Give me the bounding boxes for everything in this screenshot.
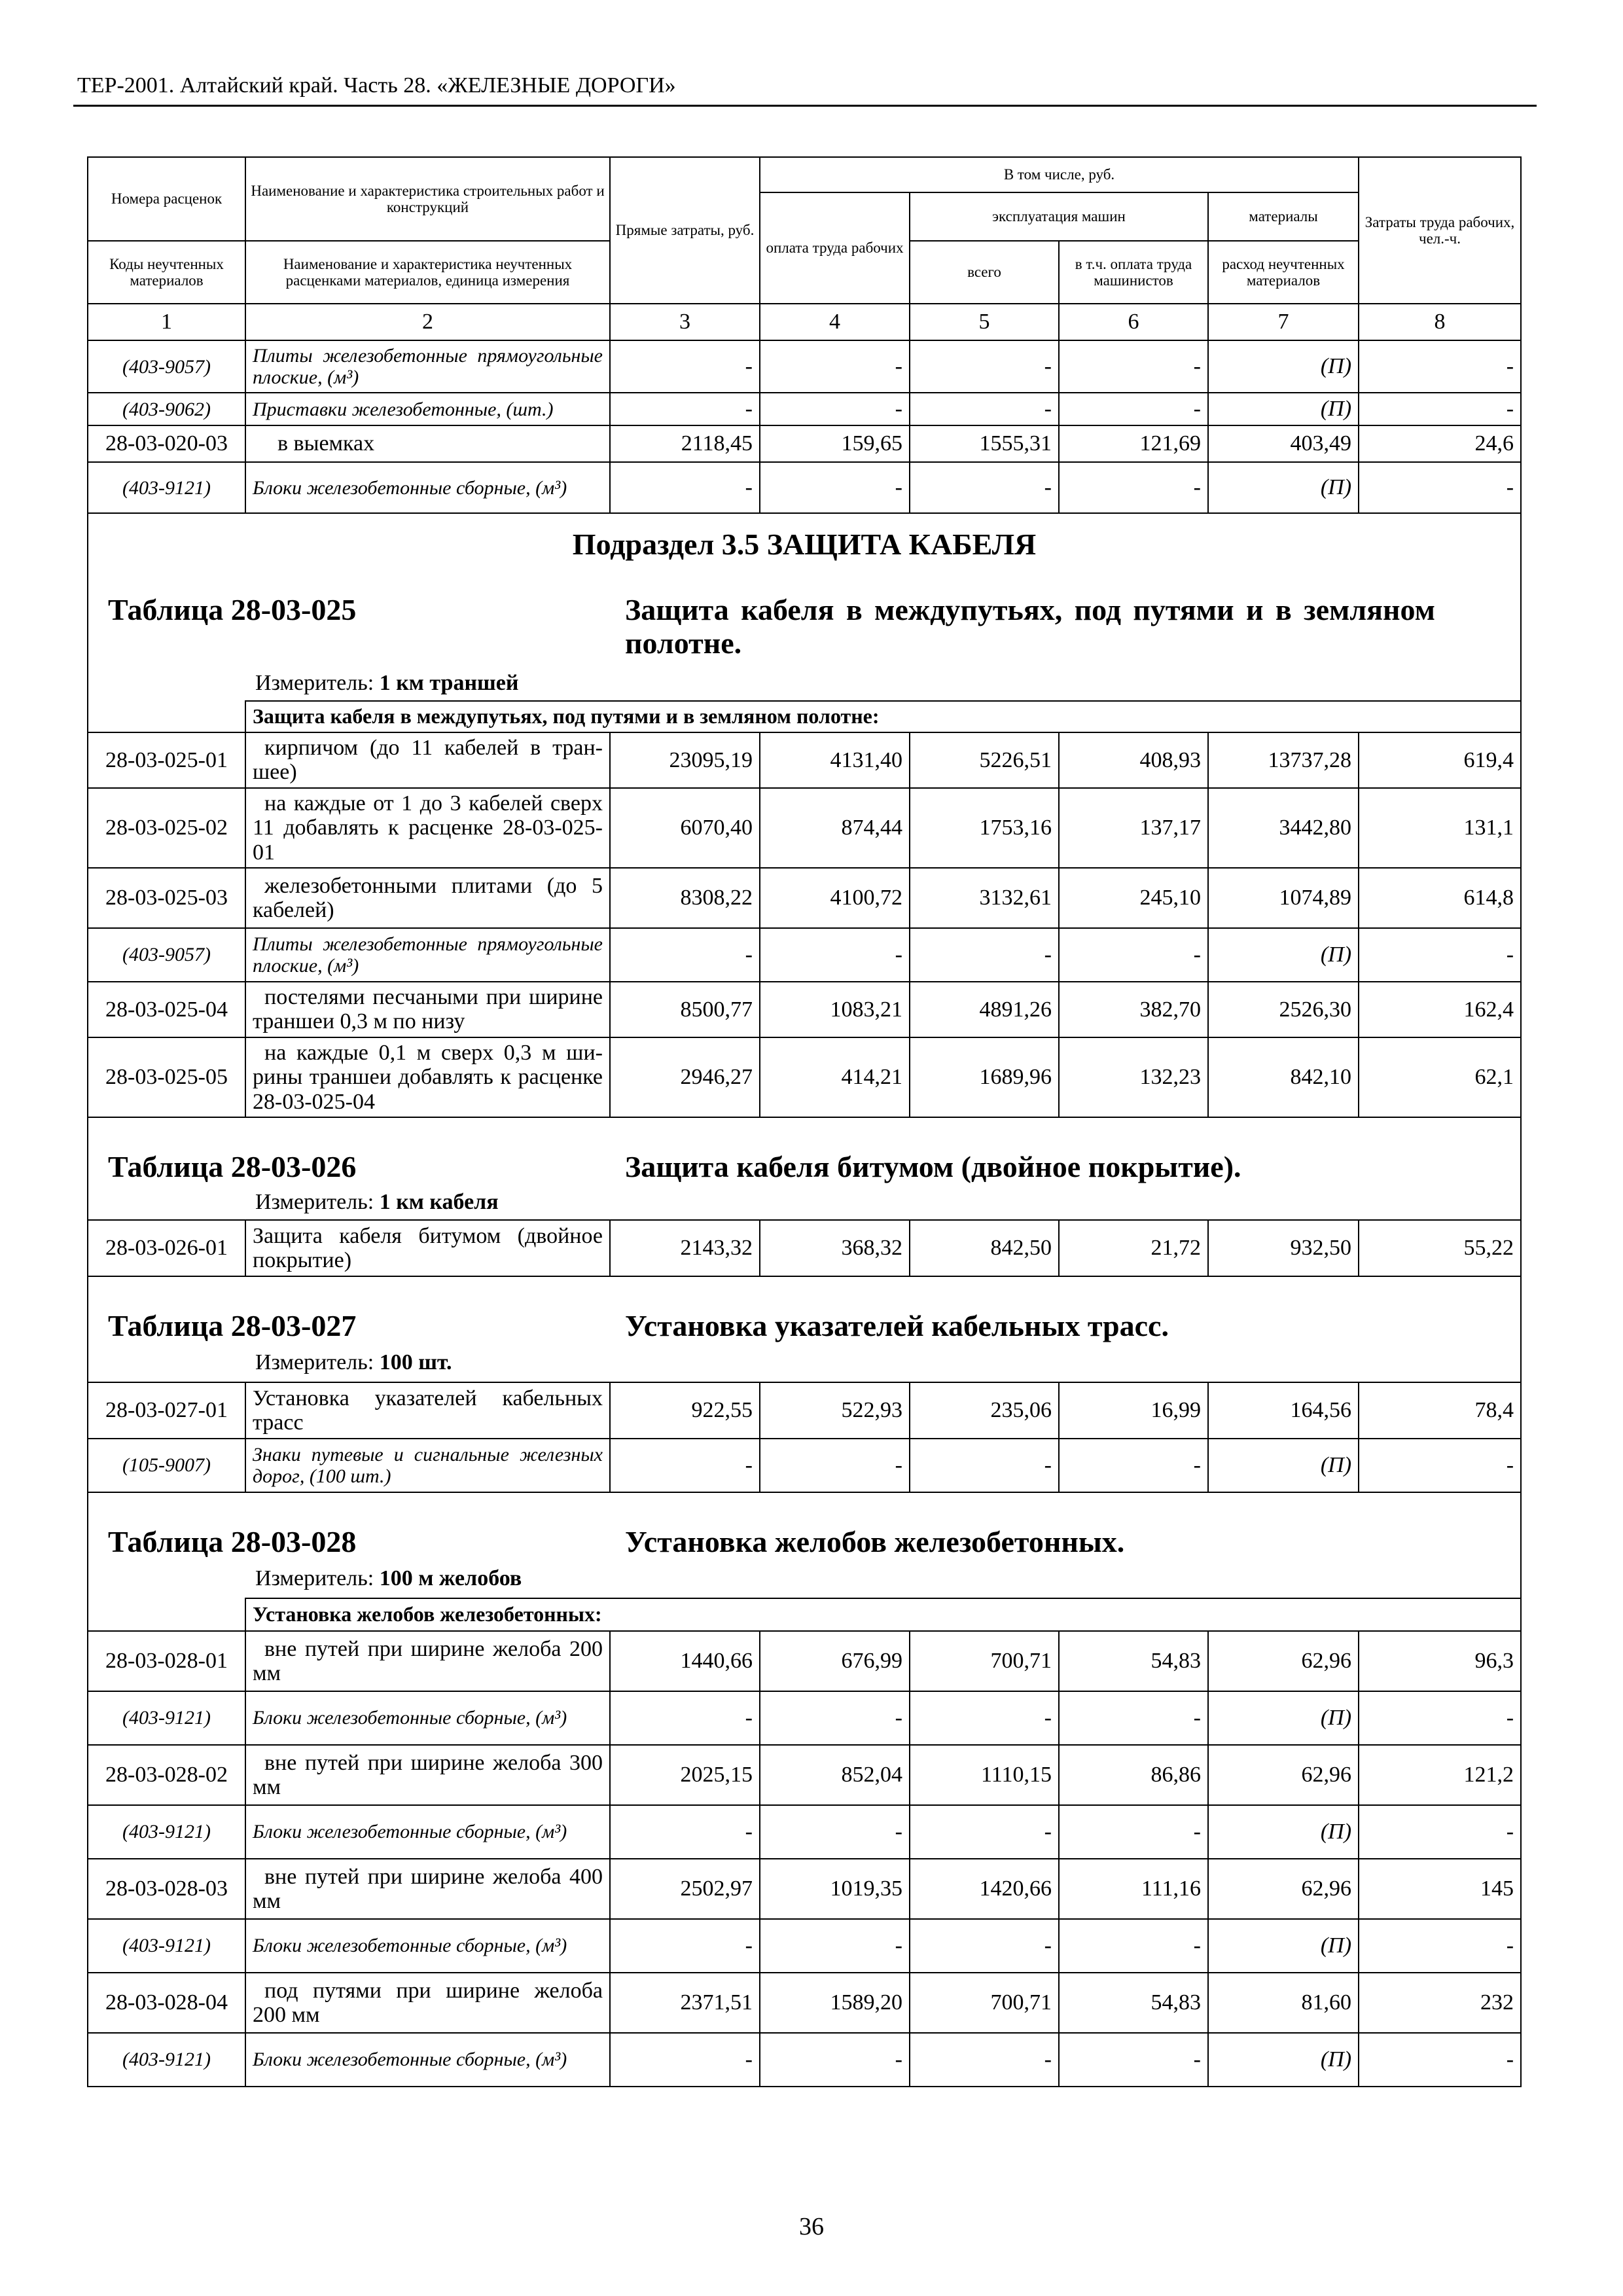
table-row bbox=[88, 340, 1521, 393]
rate-description: на каждые от 1 до 3 кабелей сверх 11 добавлять к расценке 28-03-025-01 bbox=[245, 788, 610, 868]
table-unit bbox=[255, 1566, 522, 1590]
value-cell: 62,96 bbox=[1208, 1745, 1359, 1805]
rate-description: Защита кабеля битумом (двойное покрытие) bbox=[245, 1220, 610, 1276]
material-code: (403-9062) bbox=[88, 393, 245, 425]
value-cell: 1420,66 bbox=[910, 1859, 1059, 1919]
table-label: Таблица 28-03-027 bbox=[108, 1308, 357, 1342]
value-cell: (П) bbox=[1208, 1439, 1359, 1492]
rate-code: 28-03-028-04 bbox=[88, 1973, 245, 2033]
value-cell: 54,83 bbox=[1059, 1631, 1208, 1691]
value-cell: - bbox=[610, 2033, 760, 2087]
rate-description: кирпичом (до 11 кабелей в траншее) bbox=[245, 732, 610, 788]
value-cell: 382,70 bbox=[1059, 982, 1208, 1037]
price-table bbox=[87, 156, 1522, 2087]
value-cell: 1083,21 bbox=[760, 982, 910, 1037]
table-026-rows bbox=[88, 1220, 1521, 1276]
rate-code: 28-03-028-03 bbox=[88, 1859, 245, 1919]
value-cell: - bbox=[760, 1805, 910, 1859]
table-title: Защита кабеля в междупутьях, под путями и в земляном полотне. bbox=[625, 593, 1436, 660]
value-cell: (П) bbox=[1208, 340, 1359, 393]
value-cell: 8500,77 bbox=[610, 982, 760, 1037]
value-cell: - bbox=[1059, 340, 1208, 393]
material-description: Блоки железобетонные сборные, (м³) bbox=[245, 1805, 610, 1859]
table-row bbox=[88, 868, 1521, 928]
value-cell: 1074,89 bbox=[1208, 868, 1359, 928]
header-materials: материалы bbox=[1208, 192, 1359, 241]
rate-description: на каждые 0,1 м сверх 0,3 м ширины траншеи добавлять к расценке 28-03-025-04 bbox=[245, 1037, 610, 1117]
col-number: 8 bbox=[1359, 304, 1521, 340]
rate-description: железобетонными плитами (до 5 кабелей) bbox=[245, 868, 610, 928]
table-025-rows bbox=[88, 732, 1521, 1117]
table-row bbox=[88, 928, 1521, 982]
value-cell: 5226,51 bbox=[910, 732, 1059, 788]
rate-code: 28-03-025-02 bbox=[88, 788, 245, 868]
value-cell: 408,93 bbox=[1059, 732, 1208, 788]
table-title: Установка желобов железобетонных. bbox=[625, 1524, 1125, 1558]
table-row bbox=[88, 788, 1521, 868]
unit-prefix: Измеритель: bbox=[255, 1189, 374, 1214]
value-cell: - bbox=[610, 340, 760, 393]
value-cell: 4891,26 bbox=[910, 982, 1059, 1037]
col-number: 7 bbox=[1208, 304, 1359, 340]
value-cell: (П) bbox=[1208, 393, 1359, 425]
value-cell: (П) bbox=[1208, 2033, 1359, 2087]
value-cell: 3442,80 bbox=[1208, 788, 1359, 868]
rate-description: вне путей при ширине желоба 400 мм bbox=[245, 1859, 610, 1919]
unit-value: 100 шт. bbox=[379, 1350, 452, 1374]
rate-code: 28-03-025-05 bbox=[88, 1037, 245, 1117]
rate-description: вне путей при ширине желоба 200 мм bbox=[245, 1631, 610, 1691]
unit-value: 1 км траншей bbox=[379, 671, 519, 695]
value-cell: 132,23 bbox=[1059, 1037, 1208, 1117]
table-row bbox=[88, 1859, 1521, 1919]
section-heading-row bbox=[88, 1492, 1521, 1598]
material-code: (403-9121) bbox=[88, 1919, 245, 1973]
unit-value: 1 км кабеля bbox=[379, 1189, 499, 1214]
section-heading-row bbox=[88, 1117, 1521, 1220]
value-cell: 614,8 bbox=[1359, 868, 1521, 928]
value-cell: 2526,30 bbox=[1208, 982, 1359, 1037]
col-number: 2 bbox=[245, 304, 610, 340]
header-material-codes: Коды неучтенных материалов bbox=[88, 241, 245, 304]
section-heading-row bbox=[88, 1276, 1521, 1382]
value-cell: - bbox=[1059, 393, 1208, 425]
value-cell: 54,83 bbox=[1059, 1973, 1208, 2033]
table-row bbox=[88, 2033, 1521, 2087]
rate-description: под путями при ширине желоба 200 мм bbox=[245, 1973, 610, 2033]
header-rule bbox=[73, 105, 1537, 107]
value-cell: 2118,45 bbox=[610, 425, 760, 462]
table-row bbox=[88, 1220, 1521, 1276]
value-cell: - bbox=[1059, 1805, 1208, 1859]
value-cell: 24,6 bbox=[1359, 425, 1521, 462]
value-cell: 131,1 bbox=[1359, 788, 1521, 868]
value-cell: 1440,66 bbox=[610, 1631, 760, 1691]
material-description: Плиты железобетонные прямоугольные плоские, (м³) bbox=[245, 928, 610, 982]
value-cell: 676,99 bbox=[760, 1631, 910, 1691]
material-code: (403-9057) bbox=[88, 928, 245, 982]
rate-code: 28-03-026-01 bbox=[88, 1220, 245, 1276]
value-cell: - bbox=[760, 1919, 910, 1973]
col-number: 5 bbox=[910, 304, 1059, 340]
table-027-rows bbox=[88, 1382, 1521, 1492]
value-cell: (П) bbox=[1208, 928, 1359, 982]
value-cell: - bbox=[610, 1919, 760, 1973]
value-cell: 13737,28 bbox=[1208, 732, 1359, 788]
col-number: 6 bbox=[1059, 304, 1208, 340]
value-cell: - bbox=[1059, 1919, 1208, 1973]
material-code: (105-9007) bbox=[88, 1439, 245, 1492]
value-cell: 62,1 bbox=[1359, 1037, 1521, 1117]
value-cell: (П) bbox=[1208, 1919, 1359, 1973]
rate-description: постелями песчаными при ширине траншеи 0,3 м по низу bbox=[245, 982, 610, 1037]
header-operators-pay: в т.ч. оплата труда машинистов bbox=[1059, 241, 1208, 304]
group-title: Защита кабеля в междупутьях, под путями и в земляном полотне: bbox=[245, 701, 1521, 732]
value-cell: 162,4 bbox=[1359, 982, 1521, 1037]
value-cell: - bbox=[1059, 928, 1208, 982]
value-cell: 23095,19 bbox=[610, 732, 760, 788]
value-cell: - bbox=[760, 393, 910, 425]
rate-code: 28-03-028-02 bbox=[88, 1745, 245, 1805]
value-cell: - bbox=[910, 928, 1059, 982]
table-label: Таблица 28-03-026 bbox=[108, 1149, 357, 1183]
value-cell: - bbox=[610, 1691, 760, 1745]
value-cell: 842,10 bbox=[1208, 1037, 1359, 1117]
table-row bbox=[88, 425, 1521, 462]
value-cell: 932,50 bbox=[1208, 1220, 1359, 1276]
material-description: Плиты железобетонные прямоугольные плоские, (м³) bbox=[245, 340, 610, 393]
value-cell: 874,44 bbox=[760, 788, 910, 868]
rate-code: 28-03-028-01 bbox=[88, 1631, 245, 1691]
table-row bbox=[88, 982, 1521, 1037]
value-cell: 8308,22 bbox=[610, 868, 760, 928]
value-cell: - bbox=[1359, 2033, 1521, 2087]
header-labor-costs: Затраты труда рабочих, чел.-ч. bbox=[1359, 157, 1521, 304]
table-unit bbox=[255, 1350, 452, 1374]
value-cell: 1689,96 bbox=[910, 1037, 1059, 1117]
material-description: Блоки железобетонные сборные, (м³) bbox=[245, 2033, 610, 2087]
value-cell: 78,4 bbox=[1359, 1382, 1521, 1439]
value-cell: 6070,40 bbox=[610, 788, 760, 868]
value-cell: - bbox=[910, 340, 1059, 393]
value-cell: 2143,32 bbox=[610, 1220, 760, 1276]
material-description: Знаки путевые и сигнальные железных дорог, (100 шт.) bbox=[245, 1439, 610, 1492]
value-cell: 1555,31 bbox=[910, 425, 1059, 462]
subsection-title: Подраздел 3.5 ЗАЩИТА КАБЕЛЯ bbox=[572, 528, 1037, 561]
table-unit bbox=[255, 1190, 499, 1214]
material-description: Приставки железобетонные, (шт.) bbox=[245, 393, 610, 425]
value-cell: - bbox=[910, 1919, 1059, 1973]
table-row bbox=[88, 1631, 1521, 1691]
value-cell: - bbox=[1359, 1691, 1521, 1745]
value-cell: - bbox=[1059, 1439, 1208, 1492]
value-cell: - bbox=[1359, 462, 1521, 513]
value-cell: 159,65 bbox=[760, 425, 910, 462]
value-cell: - bbox=[1359, 928, 1521, 982]
table-title: Установка указателей кабельных трасс. bbox=[625, 1308, 1169, 1342]
header-material-name: Наименование и характеристика неучтенных расценками материалов, единица измерения bbox=[245, 241, 610, 304]
value-cell: - bbox=[610, 462, 760, 513]
header-direct-costs: Прямые затраты, руб. bbox=[610, 157, 760, 304]
table-row bbox=[88, 1382, 1521, 1439]
value-cell: 922,55 bbox=[610, 1382, 760, 1439]
table-row bbox=[88, 1691, 1521, 1745]
unit-prefix: Измеритель: bbox=[255, 1350, 374, 1374]
group-title: Установка желобов железобетонных: bbox=[245, 1598, 1521, 1631]
header-work-name: Наименование и характеристика строительных работ и конструкций bbox=[245, 157, 610, 241]
material-code: (403-9121) bbox=[88, 1805, 245, 1859]
value-cell: 522,93 bbox=[760, 1382, 910, 1439]
table-unit bbox=[255, 671, 518, 695]
value-cell: 145 bbox=[1359, 1859, 1521, 1919]
value-cell: 16,99 bbox=[1059, 1382, 1208, 1439]
value-cell: - bbox=[910, 1805, 1059, 1859]
unit-prefix: Измеритель: bbox=[255, 671, 374, 695]
unit-value: 100 м желобов bbox=[379, 1566, 522, 1590]
value-cell: 4131,40 bbox=[760, 732, 910, 788]
value-cell: 414,21 bbox=[760, 1037, 910, 1117]
value-cell: 2371,51 bbox=[610, 1973, 760, 2033]
value-cell: - bbox=[1359, 393, 1521, 425]
rate-description: вне путей при ширине желоба 300 мм bbox=[245, 1745, 610, 1805]
value-cell: 852,04 bbox=[760, 1745, 910, 1805]
header-including: В том числе, руб. bbox=[760, 157, 1359, 192]
value-cell: 700,71 bbox=[910, 1973, 1059, 2033]
column-numbers-row bbox=[88, 304, 1521, 340]
value-cell: 842,50 bbox=[910, 1220, 1059, 1276]
table-row bbox=[88, 1919, 1521, 1973]
value-cell: 86,86 bbox=[1059, 1745, 1208, 1805]
header-total: всего bbox=[910, 241, 1059, 304]
value-cell: - bbox=[760, 462, 910, 513]
table-row bbox=[88, 732, 1521, 788]
value-cell: - bbox=[1359, 1919, 1521, 1973]
value-cell: - bbox=[610, 393, 760, 425]
table-028-rows bbox=[88, 1631, 1521, 2087]
value-cell: 2946,27 bbox=[610, 1037, 760, 1117]
value-cell: (П) bbox=[1208, 462, 1359, 513]
value-cell: 2502,97 bbox=[610, 1859, 760, 1919]
value-cell: - bbox=[1059, 462, 1208, 513]
col-number: 3 bbox=[610, 304, 760, 340]
value-cell: - bbox=[910, 2033, 1059, 2087]
table-row bbox=[88, 462, 1521, 513]
value-cell: 403,49 bbox=[1208, 425, 1359, 462]
value-cell: 3132,61 bbox=[910, 868, 1059, 928]
unit-prefix: Измеритель: bbox=[255, 1566, 374, 1590]
value-cell: 62,96 bbox=[1208, 1859, 1359, 1919]
rate-description: Установка указателей кабельных трасс bbox=[245, 1382, 610, 1439]
page-number: 36 bbox=[799, 2213, 824, 2240]
value-cell: 619,4 bbox=[1359, 732, 1521, 788]
value-cell: - bbox=[610, 928, 760, 982]
value-cell: - bbox=[910, 1439, 1059, 1492]
value-cell: 164,56 bbox=[1208, 1382, 1359, 1439]
value-cell: 1753,16 bbox=[910, 788, 1059, 868]
rate-code: 28-03-027-01 bbox=[88, 1382, 245, 1439]
value-cell: 700,71 bbox=[910, 1631, 1059, 1691]
value-cell: - bbox=[760, 1691, 910, 1745]
material-code: (403-9121) bbox=[88, 1691, 245, 1745]
header-unaccounted-materials: расход неучтенных материалов bbox=[1208, 241, 1359, 304]
value-cell: 235,06 bbox=[910, 1382, 1059, 1439]
value-cell: 137,17 bbox=[1059, 788, 1208, 868]
group-row bbox=[88, 701, 1521, 732]
value-cell: 4100,72 bbox=[760, 868, 910, 928]
rate-description: в выемках bbox=[245, 425, 610, 462]
table-row bbox=[88, 1973, 1521, 2033]
material-code: (403-9057) bbox=[88, 340, 245, 393]
value-cell: - bbox=[760, 1439, 910, 1492]
value-cell: 1589,20 bbox=[760, 1973, 910, 2033]
value-cell: (П) bbox=[1208, 1691, 1359, 1745]
value-cell: - bbox=[910, 1691, 1059, 1745]
rate-code: 28-03-025-01 bbox=[88, 732, 245, 788]
value-cell: - bbox=[760, 340, 910, 393]
value-cell: 55,22 bbox=[1359, 1220, 1521, 1276]
value-cell: 245,10 bbox=[1059, 868, 1208, 928]
rate-code: 28-03-025-04 bbox=[88, 982, 245, 1037]
value-cell: 62,96 bbox=[1208, 1631, 1359, 1691]
group-row bbox=[88, 1598, 1521, 1631]
value-cell: - bbox=[1359, 1439, 1521, 1492]
value-cell: - bbox=[1059, 1691, 1208, 1745]
value-cell: - bbox=[910, 462, 1059, 513]
rate-code: 28-03-025-03 bbox=[88, 868, 245, 928]
value-cell: - bbox=[610, 1439, 760, 1492]
value-cell: - bbox=[1359, 340, 1521, 393]
table-label: Таблица 28-03-028 bbox=[108, 1524, 357, 1558]
table-row bbox=[88, 1745, 1521, 1805]
value-cell: 368,32 bbox=[760, 1220, 910, 1276]
value-cell: 232 bbox=[1359, 1973, 1521, 2033]
header-workers-pay: оплата труда рабочих bbox=[760, 192, 910, 304]
value-cell: 1019,35 bbox=[760, 1859, 910, 1919]
table-header-row-1 bbox=[88, 157, 1521, 192]
running-header: ТЕР-2001. Алтайский край. Часть 28. «ЖЕЛЕЗНЫЕ ДОРОГИ» bbox=[77, 73, 676, 98]
value-cell: 121,69 bbox=[1059, 425, 1208, 462]
header-rate-numbers: Номера расценок bbox=[88, 157, 245, 241]
material-description: Блоки железобетонные сборные, (м³) bbox=[245, 1919, 610, 1973]
table-label: Таблица 28-03-025 bbox=[108, 593, 357, 626]
rate-code: 28-03-020-03 bbox=[88, 425, 245, 462]
value-cell: - bbox=[1359, 1805, 1521, 1859]
value-cell: (П) bbox=[1208, 1805, 1359, 1859]
table-row bbox=[88, 1037, 1521, 1117]
col-number: 4 bbox=[760, 304, 910, 340]
value-cell: 21,72 bbox=[1059, 1220, 1208, 1276]
value-cell: - bbox=[610, 1805, 760, 1859]
value-cell: - bbox=[910, 393, 1059, 425]
col-number: 1 bbox=[88, 304, 245, 340]
value-cell: - bbox=[1059, 2033, 1208, 2087]
value-cell: 111,16 bbox=[1059, 1859, 1208, 1919]
material-code: (403-9121) bbox=[88, 2033, 245, 2087]
value-cell: 121,2 bbox=[1359, 1745, 1521, 1805]
value-cell: 81,60 bbox=[1208, 1973, 1359, 2033]
value-cell: - bbox=[760, 928, 910, 982]
table-title: Защита кабеля битумом (двойное покрытие). bbox=[625, 1149, 1241, 1183]
material-description: Блоки железобетонные сборные, (м³) bbox=[245, 1691, 610, 1745]
material-description: Блоки железобетонные сборные, (м³) bbox=[245, 462, 610, 513]
value-cell: 1110,15 bbox=[910, 1745, 1059, 1805]
header-machine-operation: эксплуатация машин bbox=[910, 192, 1208, 241]
material-code: (403-9121) bbox=[88, 462, 245, 513]
value-cell: - bbox=[760, 2033, 910, 2087]
table-row bbox=[88, 1439, 1521, 1492]
value-cell: 96,3 bbox=[1359, 1631, 1521, 1691]
section-heading-row bbox=[88, 513, 1521, 701]
table-row bbox=[88, 393, 1521, 425]
value-cell: 2025,15 bbox=[610, 1745, 760, 1805]
table-row bbox=[88, 1805, 1521, 1859]
